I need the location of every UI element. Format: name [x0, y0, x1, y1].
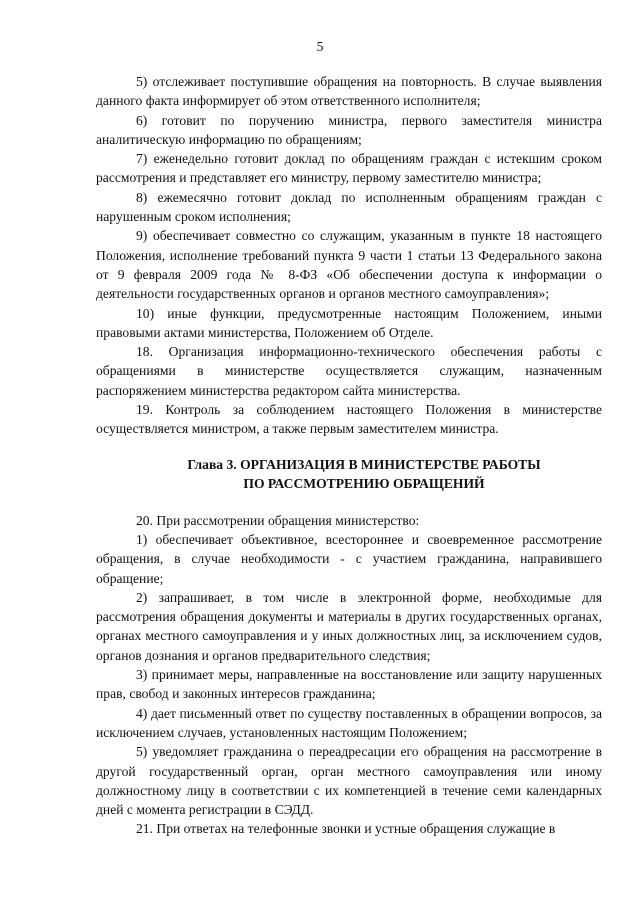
chapter-heading-line-1: Глава 3. ОРГАНИЗАЦИЯ В МИНИСТЕРСТВЕ РАБОТЫ: [187, 456, 541, 472]
paragraph-item-7: 7) еженедельно готовит доклад по обращениям граждан с истекшим сроком рассмотрения и представляет его министру, первому заместителю министра;: [96, 151, 602, 186]
paragraph-clause-19: 19. Контроль за соблюдением настоящего Положения в министерстве осуществляется министром, а также первым заместителем министра.: [96, 402, 602, 437]
paragraph-item-5: 5) отслеживает поступившие обращения на повторность. В случае выявления данного факта информирует об этом ответственного исполнителя;: [96, 74, 602, 109]
paragraph-item-8: 8) ежемесячно готовит доклад по исполненным обращениям граждан с нарушенным сроком исполнения;: [96, 189, 602, 225]
paragraph-clause-20: 20. При рассмотрении обращения министерство:: [136, 512, 420, 528]
chapter-heading: [96, 455, 602, 494]
paragraph-subitem-4: 4) дает письменный ответ по существу поставленных в обращении вопросов, за исключением случаев, установленных настоящим Положением;: [96, 705, 602, 740]
chapter-heading-line-2: ПО РАССМОТРЕНИЮ ОБРАЩЕНИЙ: [243, 476, 485, 492]
paragraph-subitem-2: 2) запрашивает, в том числе в электронной форме, необходимые для рассмотрения обращения документы и материалы в других государственных органах, органах местного самоуправления и у иных должностных лиц, за исключением судов, органов дознания и органов предварительного следствия;: [96, 589, 602, 663]
paragraph-item-6: 6) готовит по поручению министра, первого заместителя министра аналитическую информацию по обращениям;: [96, 112, 602, 147]
paragraph-clause-18: 18. Организация информационно-технического обеспечения работы с обращениями в министерстве осуществляется служащим, назначенным распоряжением министерства редактором сайта министерства.: [96, 344, 602, 398]
paragraph-item-9: 9) обеспечивает совместно со служащим, указанным в пункте 18 настоящего Положения, исполнение требований пункта 9 части 1 статьи 13 Федерального закона от 9 февраля 2009 года № 8-ФЗ «Об обеспечении доступа к информации о деятельности государственных органов и органов местного самоуправления»;: [96, 228, 602, 302]
paragraph-subitem-5: 5) уведомляет гражданина о переадресации его обращения на рассмотрение в другой государственный орган, орган местного самоуправления или иному должностному лицу в соответствии с их компетенцией в течение семи календарных дней с момента регистрации в СЭДД.: [96, 744, 602, 818]
paragraph-subitem-3: 3) принимает меры, направленные на восстановление или защиту нарушенных прав, свобод и законных интересов гражданина;: [96, 667, 602, 702]
document-body: [96, 72, 602, 839]
paragraph-subitem-1: 1) обеспечивает объективное, всестороннее и своевременное рассмотрение обращения, в случае необходимости - с участием гражданина, направившего обращение;: [96, 531, 602, 586]
paragraph-item-10: 10) иные функции, предусмотренные настоящим Положением, иными правовыми актами министерства, Положением об Отделе.: [96, 305, 602, 340]
paragraph-clause-21: 21. При ответах на телефонные звонки и устные обращения служащие в: [136, 821, 556, 837]
page-number: 5: [316, 39, 324, 54]
